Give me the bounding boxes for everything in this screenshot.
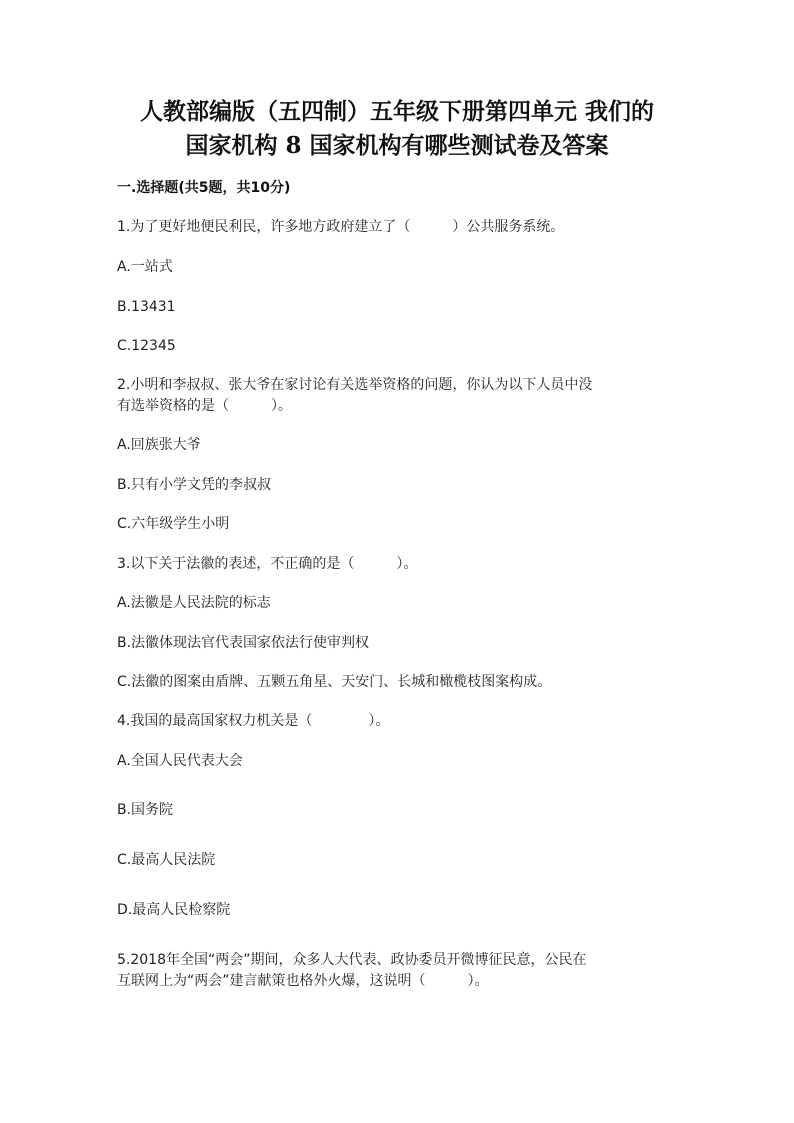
- question-4-option-b: B.国务院: [117, 802, 174, 818]
- question-2-option-b: B.只有小学文凭的李叔叔: [117, 477, 272, 493]
- question-2-option-c: C.六年级学生小明: [117, 516, 230, 532]
- question-1-stem: 1.为了更好地便民利民，许多地方政府建立了（ ）公共服务系统。: [117, 219, 565, 235]
- question-3-option-b: B.法徽体现法官代表国家依法行使审判权: [117, 635, 370, 651]
- document-title-line-2: 国家机构 8 国家机构有哪些测试卷及答案: [185, 132, 609, 159]
- question-4-option-c: C.最高人民法院: [117, 852, 216, 868]
- question-2-option-a: A.回族张大爷: [117, 437, 201, 453]
- question-5-stem-line-2: 互联网上为“两会”建言献策也格外火爆，这说明（ ）。: [117, 973, 489, 989]
- question-2-stem-line-2: 有选举资格的是（ ）。: [117, 398, 292, 414]
- question-4-option-a: A.全国人民代表大会: [117, 753, 243, 769]
- question-3-option-c: C.法徽的图案由盾牌、五颗五角星、天安门、长城和橄榄枝图案构成。: [117, 674, 552, 690]
- question-3-option-a: A.法徽是人民法院的标志: [117, 595, 271, 611]
- question-3-stem: 3.以下关于法徽的表述，不正确的是（ ）。: [117, 556, 418, 572]
- question-4-stem: 4.我国的最高国家权力机关是（ ）。: [117, 713, 390, 729]
- question-1-option-b: B.13431: [117, 299, 176, 315]
- question-4-option-d: D.最高人民检察院: [117, 902, 231, 918]
- question-1-option-c: C.12345: [117, 338, 176, 354]
- question-2-stem-line-1: 2.小明和李叔叔、张大爷在家讨论有关选举资格的问题，你认为以下人员中没: [117, 377, 593, 393]
- question-5-stem-line-1: 5.2018年全国“两会”期间，众多人大代表、政协委员开微博征民意，公民在: [117, 952, 587, 968]
- question-1-option-a: A.一站式: [117, 259, 173, 275]
- document-title-line-1: 人教部编版（五四制）五年级下册第四单元 我们的: [139, 98, 654, 125]
- section-heading: 一.选择题(共5题，共10分): [117, 180, 291, 196]
